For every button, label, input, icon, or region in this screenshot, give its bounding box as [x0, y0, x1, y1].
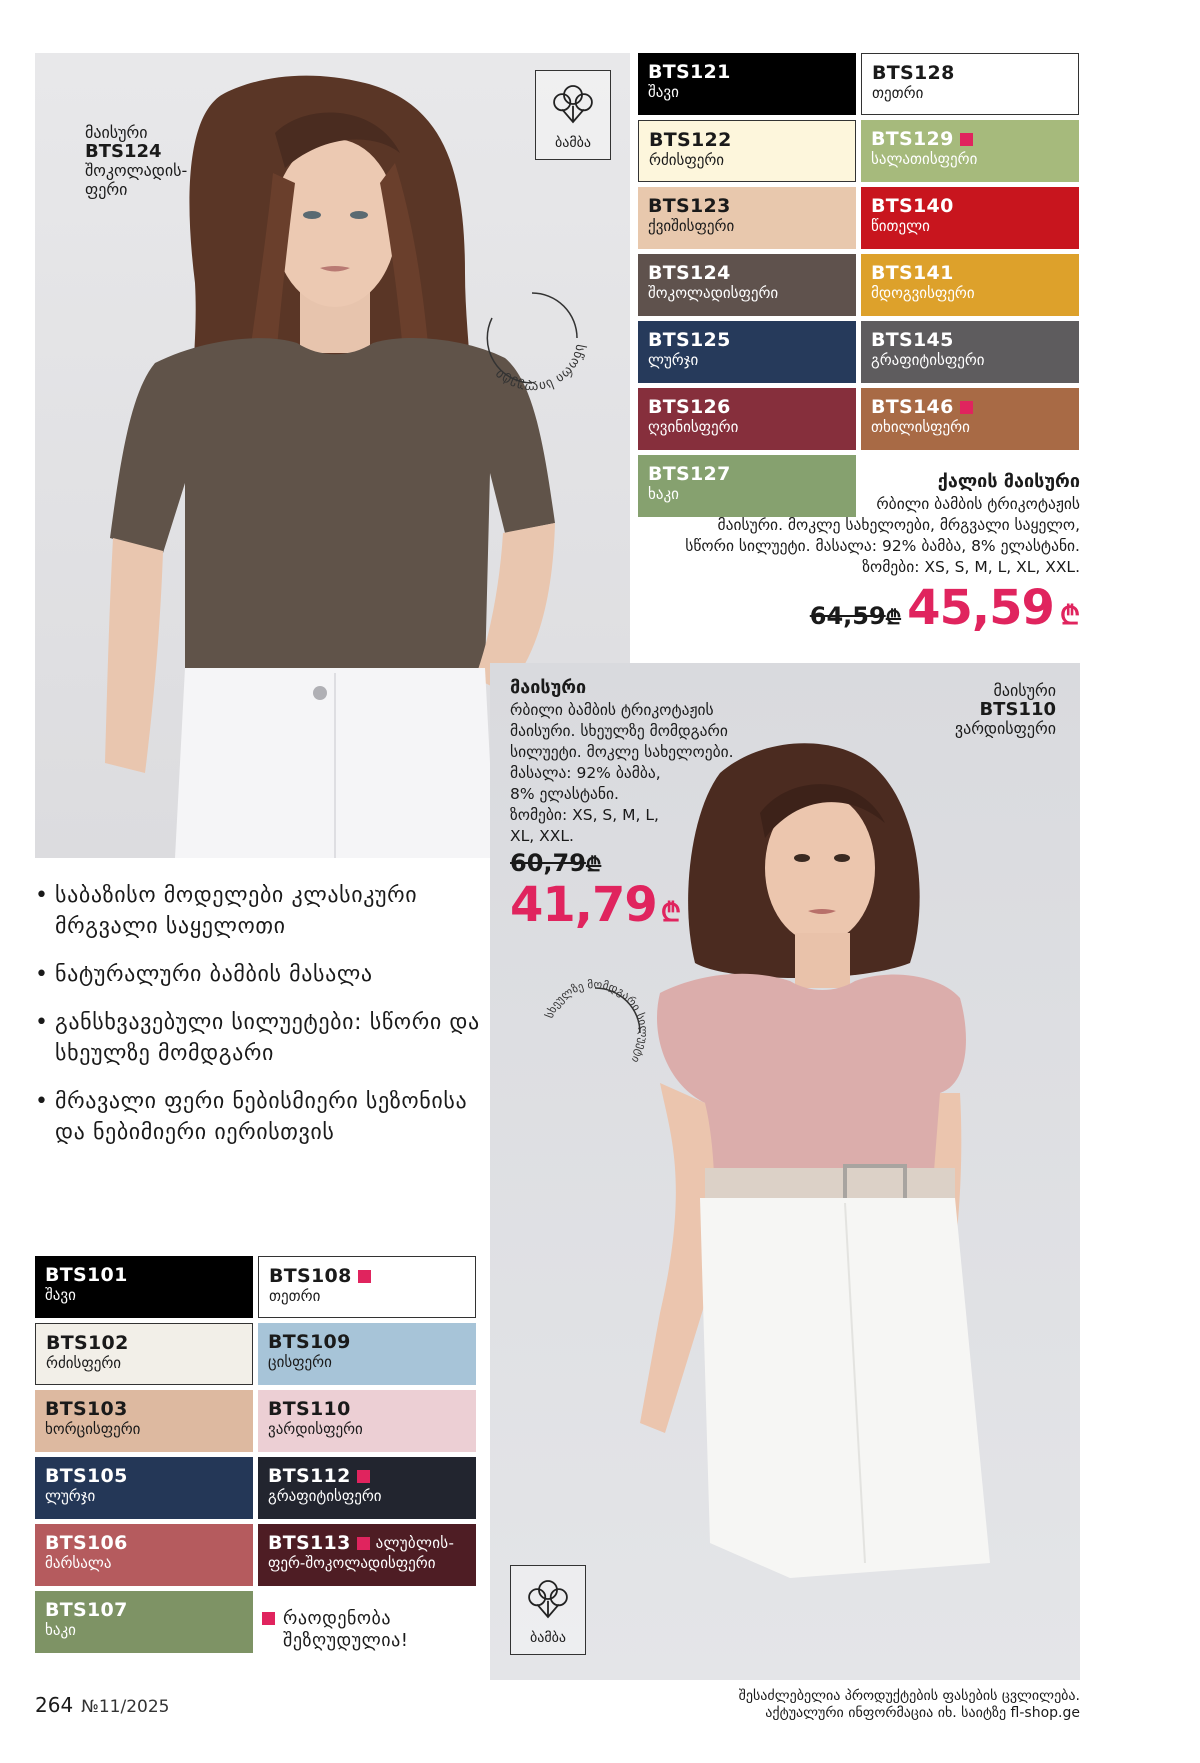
- old-price: [810, 602, 901, 630]
- swatch-code: [871, 329, 1069, 351]
- swatch-color-name: წითელი: [871, 217, 930, 235]
- caption-code: BTS110: [979, 699, 1056, 720]
- swatch-code: [46, 1332, 242, 1354]
- swatch-code: [648, 262, 846, 284]
- badge-label: ბამბა: [529, 1630, 567, 1646]
- swatch-code: [648, 195, 846, 217]
- swatch-code: [871, 396, 1069, 418]
- swatch-code: [871, 195, 1069, 217]
- color-swatch-bts105: [35, 1457, 253, 1519]
- color-swatch-bts129: [861, 120, 1079, 182]
- swatch-code-text: BTS112: [268, 1465, 351, 1487]
- color-swatch-bts123: [638, 187, 856, 249]
- swatch-name-prefix: ალუბლის-: [375, 1534, 455, 1552]
- limited-quantity-note: [262, 1608, 408, 1652]
- swatch-color-name: ხაკი: [648, 485, 679, 503]
- caption-color: ვარდისფერი: [954, 719, 1056, 738]
- page-number: 264: [35, 1693, 74, 1717]
- swatch-code-text: BTS123: [648, 195, 731, 217]
- feature-item: • მრავალი ფერი ნებისმიერი სეზონისა და ნებიმიერი იერისთვის: [35, 1086, 480, 1148]
- swatch-color-name: მარსალა: [45, 1554, 112, 1572]
- swatch-code: [45, 1599, 243, 1621]
- cotton-flower-icon: [546, 77, 600, 131]
- feature-list: [35, 880, 480, 1165]
- desc-line: ზომები: XS, S, M, L, XL, XXL.: [862, 558, 1080, 576]
- swatch-color-name: ქვიშისფერი: [648, 217, 735, 235]
- swatch-code-text: BTS108: [269, 1265, 352, 1287]
- swatch-code-text: BTS122: [649, 129, 732, 151]
- price-row: [640, 580, 1080, 636]
- desc-line: ზომები: XS, S, M, L,: [510, 806, 659, 824]
- stamp-text: სწორი სილუეტი: [492, 342, 588, 395]
- swatch-code: [871, 262, 1069, 284]
- swatch-code: [872, 62, 1068, 84]
- swatch-color-name: ლურჯი: [648, 351, 699, 369]
- swatch-code-text: BTS146: [871, 396, 954, 418]
- product-description: [640, 494, 1080, 578]
- swatch-color-name: სალათისფერი: [871, 150, 978, 168]
- page-footer: [35, 1693, 170, 1717]
- swatch-code: [648, 61, 846, 83]
- new-price-row: [510, 877, 681, 933]
- price-row: [510, 849, 770, 933]
- desc-line: სწორი სილუეტი. მასალა: 92% ბამბა, 8% ელასტანი.: [685, 537, 1080, 555]
- swatch-color-name: შავი: [648, 83, 679, 101]
- stamp-text: სხეულზე მომდგარი სილუეტი: [542, 977, 651, 1066]
- swatch-code-text: BTS110: [268, 1398, 351, 1420]
- cotton-badge-bottom: [510, 1565, 586, 1655]
- cotton-flower-icon: [521, 1572, 575, 1626]
- color-swatches-bottom: [35, 1256, 476, 1653]
- swatch-code-text: BTS126: [648, 396, 731, 418]
- color-swatch-bts146: [861, 388, 1079, 450]
- limited-note-line: რაოდენობა: [283, 1608, 391, 1629]
- color-swatch-bts113: [258, 1524, 476, 1586]
- new-price: 41,79: [510, 877, 657, 933]
- currency-symbol: ₾: [1059, 601, 1080, 631]
- currency-symbol: ₾: [585, 852, 602, 876]
- swatch-color-name: მდოგვისფერი: [871, 284, 975, 302]
- cotton-badge-top: [535, 70, 611, 160]
- swatch-code: [649, 129, 845, 151]
- product-info-womens-tshirt: [640, 470, 1080, 636]
- swatch-code: [45, 1465, 243, 1487]
- desc-line: რბილი ბამბის ტრიკოტაჟის: [510, 701, 714, 719]
- old-price: [510, 849, 601, 877]
- swatch-code: [871, 128, 1069, 150]
- swatch-color-name: თეთრი: [269, 1287, 321, 1305]
- badge-label: ბამბა: [554, 135, 592, 151]
- price-disclaimer: [739, 1688, 1080, 1722]
- swatch-code-text: BTS106: [45, 1532, 128, 1554]
- caption-color: შოკოლადის-: [85, 161, 188, 180]
- product-info-tshirt: [510, 676, 770, 933]
- swatch-code-text: BTS129: [871, 128, 954, 150]
- swatch-code-text: BTS127: [648, 463, 731, 485]
- swatch-color-name: ლურჯი: [45, 1487, 96, 1505]
- color-swatch-bts126: [638, 388, 856, 450]
- product-title: ქალის მაისური: [937, 471, 1080, 492]
- swatch-code-text: BTS103: [45, 1398, 128, 1420]
- product-description: [510, 700, 770, 847]
- feature-item: • განსხვავებული სილუეტები: სწორი და სხეულზე მომდგარი: [35, 1007, 480, 1069]
- swatch-code-text: BTS141: [871, 262, 954, 284]
- swatch-color-name: შავი: [45, 1286, 76, 1304]
- swatch-code-text: BTS102: [46, 1332, 129, 1354]
- swatch-code-text: BTS145: [871, 329, 954, 351]
- desc-line: სილუეტი. მოკლე სახელოები.: [510, 743, 734, 761]
- swatch-code-text: BTS124: [648, 262, 731, 284]
- swatch-code: [45, 1532, 243, 1554]
- desc-line: მაისური. მოკლე სახელოები, მრგვალი საყელო,: [717, 516, 1080, 534]
- svg-text:სხეულზე მომდგარი სილუეტი: [543, 978, 650, 1066]
- old-price-value: 64,59: [809, 602, 886, 630]
- feature-item: • საბაზისო მოდელები კლასიკური მრგვალი საყელოთი: [35, 880, 480, 942]
- desc-line: 8% ელასტანი.: [510, 785, 619, 803]
- caption-color-cont: ფერი: [85, 180, 128, 199]
- limited-marker-icon: [358, 1270, 371, 1283]
- color-swatch-bts101: [35, 1256, 253, 1318]
- limited-marker-icon: [357, 1537, 370, 1550]
- color-swatches-top: [638, 53, 1079, 517]
- swatch-code-text: BTS109: [268, 1331, 351, 1353]
- swatch-color-name: ღვინისფერი: [648, 418, 739, 436]
- caption-label: მაისური: [85, 123, 148, 142]
- swatch-code-text: BTS128: [872, 62, 955, 84]
- caption-code: BTS124: [85, 141, 162, 162]
- color-swatch-bts121: [638, 53, 856, 115]
- color-swatch-bts110: [258, 1390, 476, 1452]
- color-swatch-bts112: [258, 1457, 476, 1519]
- color-swatch-bts108: [258, 1256, 476, 1318]
- photo-caption-bottom: [955, 681, 1056, 738]
- swatch-code-text: BTS107: [45, 1599, 128, 1621]
- swatch-code-text: BTS101: [45, 1264, 128, 1286]
- desc-line: მასალა: 92% ბამბა,: [510, 764, 661, 782]
- disclaimer-line: აქტუალური ინფორმაცია იხ. საიტზე fl-shop.ge: [765, 1705, 1080, 1721]
- limited-marker-icon: [357, 1470, 370, 1483]
- fitted-silhouette-stamp: [535, 973, 655, 1093]
- catalog-issue: №11/2025: [81, 1697, 170, 1717]
- color-swatch-bts122: [638, 120, 856, 182]
- straight-silhouette-stamp: [472, 278, 592, 398]
- color-swatch-bts128: [861, 53, 1079, 115]
- currency-symbol: ₾: [660, 898, 681, 928]
- swatch-code-text: BTS140: [871, 195, 954, 217]
- swatch-code-text: BTS125: [648, 329, 731, 351]
- swatch-color-name: გრაფიტისფერი: [871, 351, 985, 369]
- caption-label: მაისური: [993, 681, 1056, 700]
- old-price-value: 60,79: [510, 849, 586, 877]
- color-swatch-bts109: [258, 1323, 476, 1385]
- currency-symbol: ₾: [885, 605, 902, 629]
- color-swatch-bts140: [861, 187, 1079, 249]
- limited-marker-icon: [960, 133, 973, 146]
- swatch-color-name: ვარდისფერი: [268, 1420, 363, 1438]
- swatch-color-name: შოკოლადისფერი: [648, 284, 779, 302]
- swatch-color-name: ფერ-შოკოლადისფერი: [268, 1554, 436, 1572]
- swatch-color-name: რძისფერი: [46, 1354, 122, 1372]
- swatch-color-name: ხაკი: [45, 1621, 76, 1639]
- new-price: 45,59: [907, 580, 1054, 636]
- color-swatch-bts106: [35, 1524, 253, 1586]
- color-swatch-bts102: [35, 1323, 253, 1385]
- photo-caption-top: [85, 123, 187, 199]
- disclaimer-line: შესაძლებელია პროდუქტების ფასების ცვლილება.: [738, 1688, 1080, 1704]
- swatch-code: [45, 1264, 243, 1286]
- color-swatch-bts124: [638, 254, 856, 316]
- swatch-code: [268, 1398, 466, 1420]
- swatch-color-name: ხორცისფერი: [45, 1420, 141, 1438]
- swatch-color-name: თეთრი: [872, 84, 924, 102]
- swatch-code: [268, 1331, 466, 1353]
- product-title: მაისური: [510, 677, 587, 698]
- swatch-code: [268, 1532, 466, 1554]
- limited-marker-icon: [262, 1612, 275, 1625]
- swatch-code: [648, 329, 846, 351]
- swatch-color-name: თხილისფერი: [871, 418, 970, 436]
- swatch-code: [45, 1398, 243, 1420]
- desc-line: რბილი ბამბის ტრიკოტაჟის: [876, 495, 1080, 513]
- swatch-color-name: გრაფიტისფერი: [268, 1487, 382, 1505]
- svg-text:სწორი სილუეტი: [492, 343, 588, 394]
- swatch-code-text: BTS121: [648, 61, 731, 83]
- limited-marker-icon: [960, 401, 973, 414]
- swatch-code: [648, 396, 846, 418]
- swatch-code-text: BTS105: [45, 1465, 128, 1487]
- feature-item: • ნატურალური ბამბის მასალა: [35, 959, 480, 990]
- swatch-code-text: BTS113: [268, 1532, 351, 1554]
- color-swatch-bts141: [861, 254, 1079, 316]
- color-swatch-bts145: [861, 321, 1079, 383]
- color-swatch-bts125: [638, 321, 856, 383]
- color-swatch-bts103: [35, 1390, 253, 1452]
- color-swatch-bts107: [35, 1591, 253, 1653]
- limited-note-line: შეზღუდულია!: [283, 1630, 409, 1651]
- swatch-color-name: რძისფერი: [649, 151, 725, 169]
- swatch-code: [268, 1465, 466, 1487]
- desc-line: მაისური. სხეულზე მომდგარი: [510, 722, 728, 740]
- swatch-code: [269, 1265, 465, 1287]
- swatch-color-name: ცისფერი: [268, 1353, 332, 1371]
- desc-line: XL, XXL.: [510, 827, 574, 845]
